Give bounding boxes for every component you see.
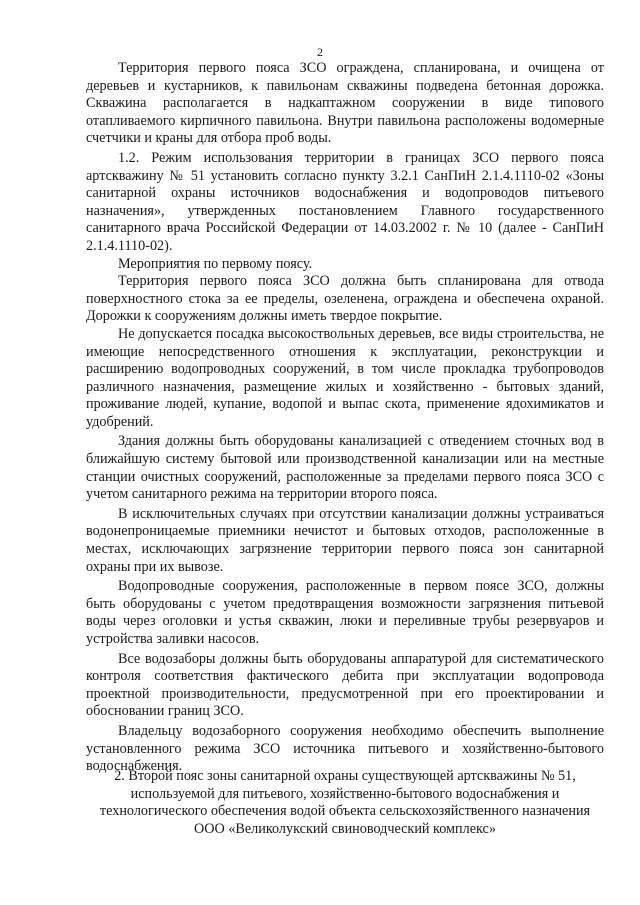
paragraph-waste-receivers: В исключительных случаях при отсутствии канализации должны устраиваться водонепроницаемые приемники нечистот и бытовых отходов, расположенные в местах, исключающих загрязнение территории первого пояса зон санитарной охраны при их вывозе. bbox=[86, 505, 604, 575]
paragraph-measures-heading: Мероприятия по первому поясу. bbox=[118, 255, 313, 272]
paragraph-usage-regime: 1.2. Режим использования территории в границах ЗСО первого пояса артскважину № 51 установить согласно пункту 3.2.1 СанПиН 2.1.4.1110-02 «Зоны санитарной охраны источников водоснабжения и водопроводов питьевого назначения», утвержденных постановлением Главного государственного санитарного врача Российской Федерации от 14.03.2002 г. № 10 (далее - СанПиН 2.1.4.1110-02). bbox=[86, 149, 604, 254]
paragraph-water-facilities: Водопроводные сооружения, расположенные в первом поясе ЗСО, должны быть оборудованы с учетом предотвращения возможности загрязнения питьевой воды через оголовки и устья скважин, люки и переливные трубы резервуаров и устройства заливки насосов. bbox=[86, 578, 604, 647]
section-heading: 2. Второй пояс зоны санитарной охраны существующей артскважины № 51, используемой для питьевого, хозяйственно-бытового водоснабжения и технологического обеспечения водой объекта сельскохозяйственного назначения ООО «Великолукский свиноводческий комплекс» bbox=[99, 768, 591, 837]
paragraph-prohibitions: Не допускается посадка высокоствольных деревьев, все виды строительства, не имеющие непосредственного отношения к эксплуатации, реконструкции и расширению водопроводных сооружений, в том числе прокладка трубопроводов различного назначения, размещение жилых и хозяйственно - бытовых зданий, проживание людей, купание, водопой и выпас скота, применение ядохимикатов и удобрений. bbox=[86, 325, 604, 430]
paragraph-territory-requirements: Территория первого пояса ЗСО должна быть спланирована для отвода поверхностного стока за ее пределы, озеленена, ограждена и обеспечена охраной. Дорожки к сооружениям должны иметь твердое покрытие. bbox=[86, 273, 604, 325]
paragraph-monitoring-equipment: Все водозаборы должны быть оборудованы аппаратурой для систематического контроля соответствия фактического дебита при эксплуатации водопровода проектной производительности, предусмотренной при его проектировании и обосновании границ ЗСО. bbox=[86, 650, 604, 720]
page-number: 2 bbox=[317, 45, 323, 59]
document-body bbox=[86, 60, 604, 776]
paragraph-owner-duty: Владельцу водозаборного сооружения необходимо обеспечить выполнение установленного режима ЗСО источника питьевого и хозяйственно-бытового водоснабжения. bbox=[86, 722, 604, 775]
paragraph-sewerage: Здания должны быть оборудованы канализацией с отведением сточных вод в ближайшую систему бытовой или производственной канализации или на местные станции очистных сооружений, расположенные за пределами первого пояса ЗСО с учетом санитарного режима на территории второго пояса. bbox=[86, 433, 604, 503]
paragraph-territory-description: Территория первого пояса ЗСО ограждена, спланирована, и очищена от деревьев и кустарников, к павильонам скважины подведена бетонная дорожка. Скважина располагается в надкаптажном сооружении в виде типового отапливаемого кирпичного павильона. Внутри павильона расположены водомерные счетчики и краны для отбора проб воды. bbox=[86, 60, 604, 147]
